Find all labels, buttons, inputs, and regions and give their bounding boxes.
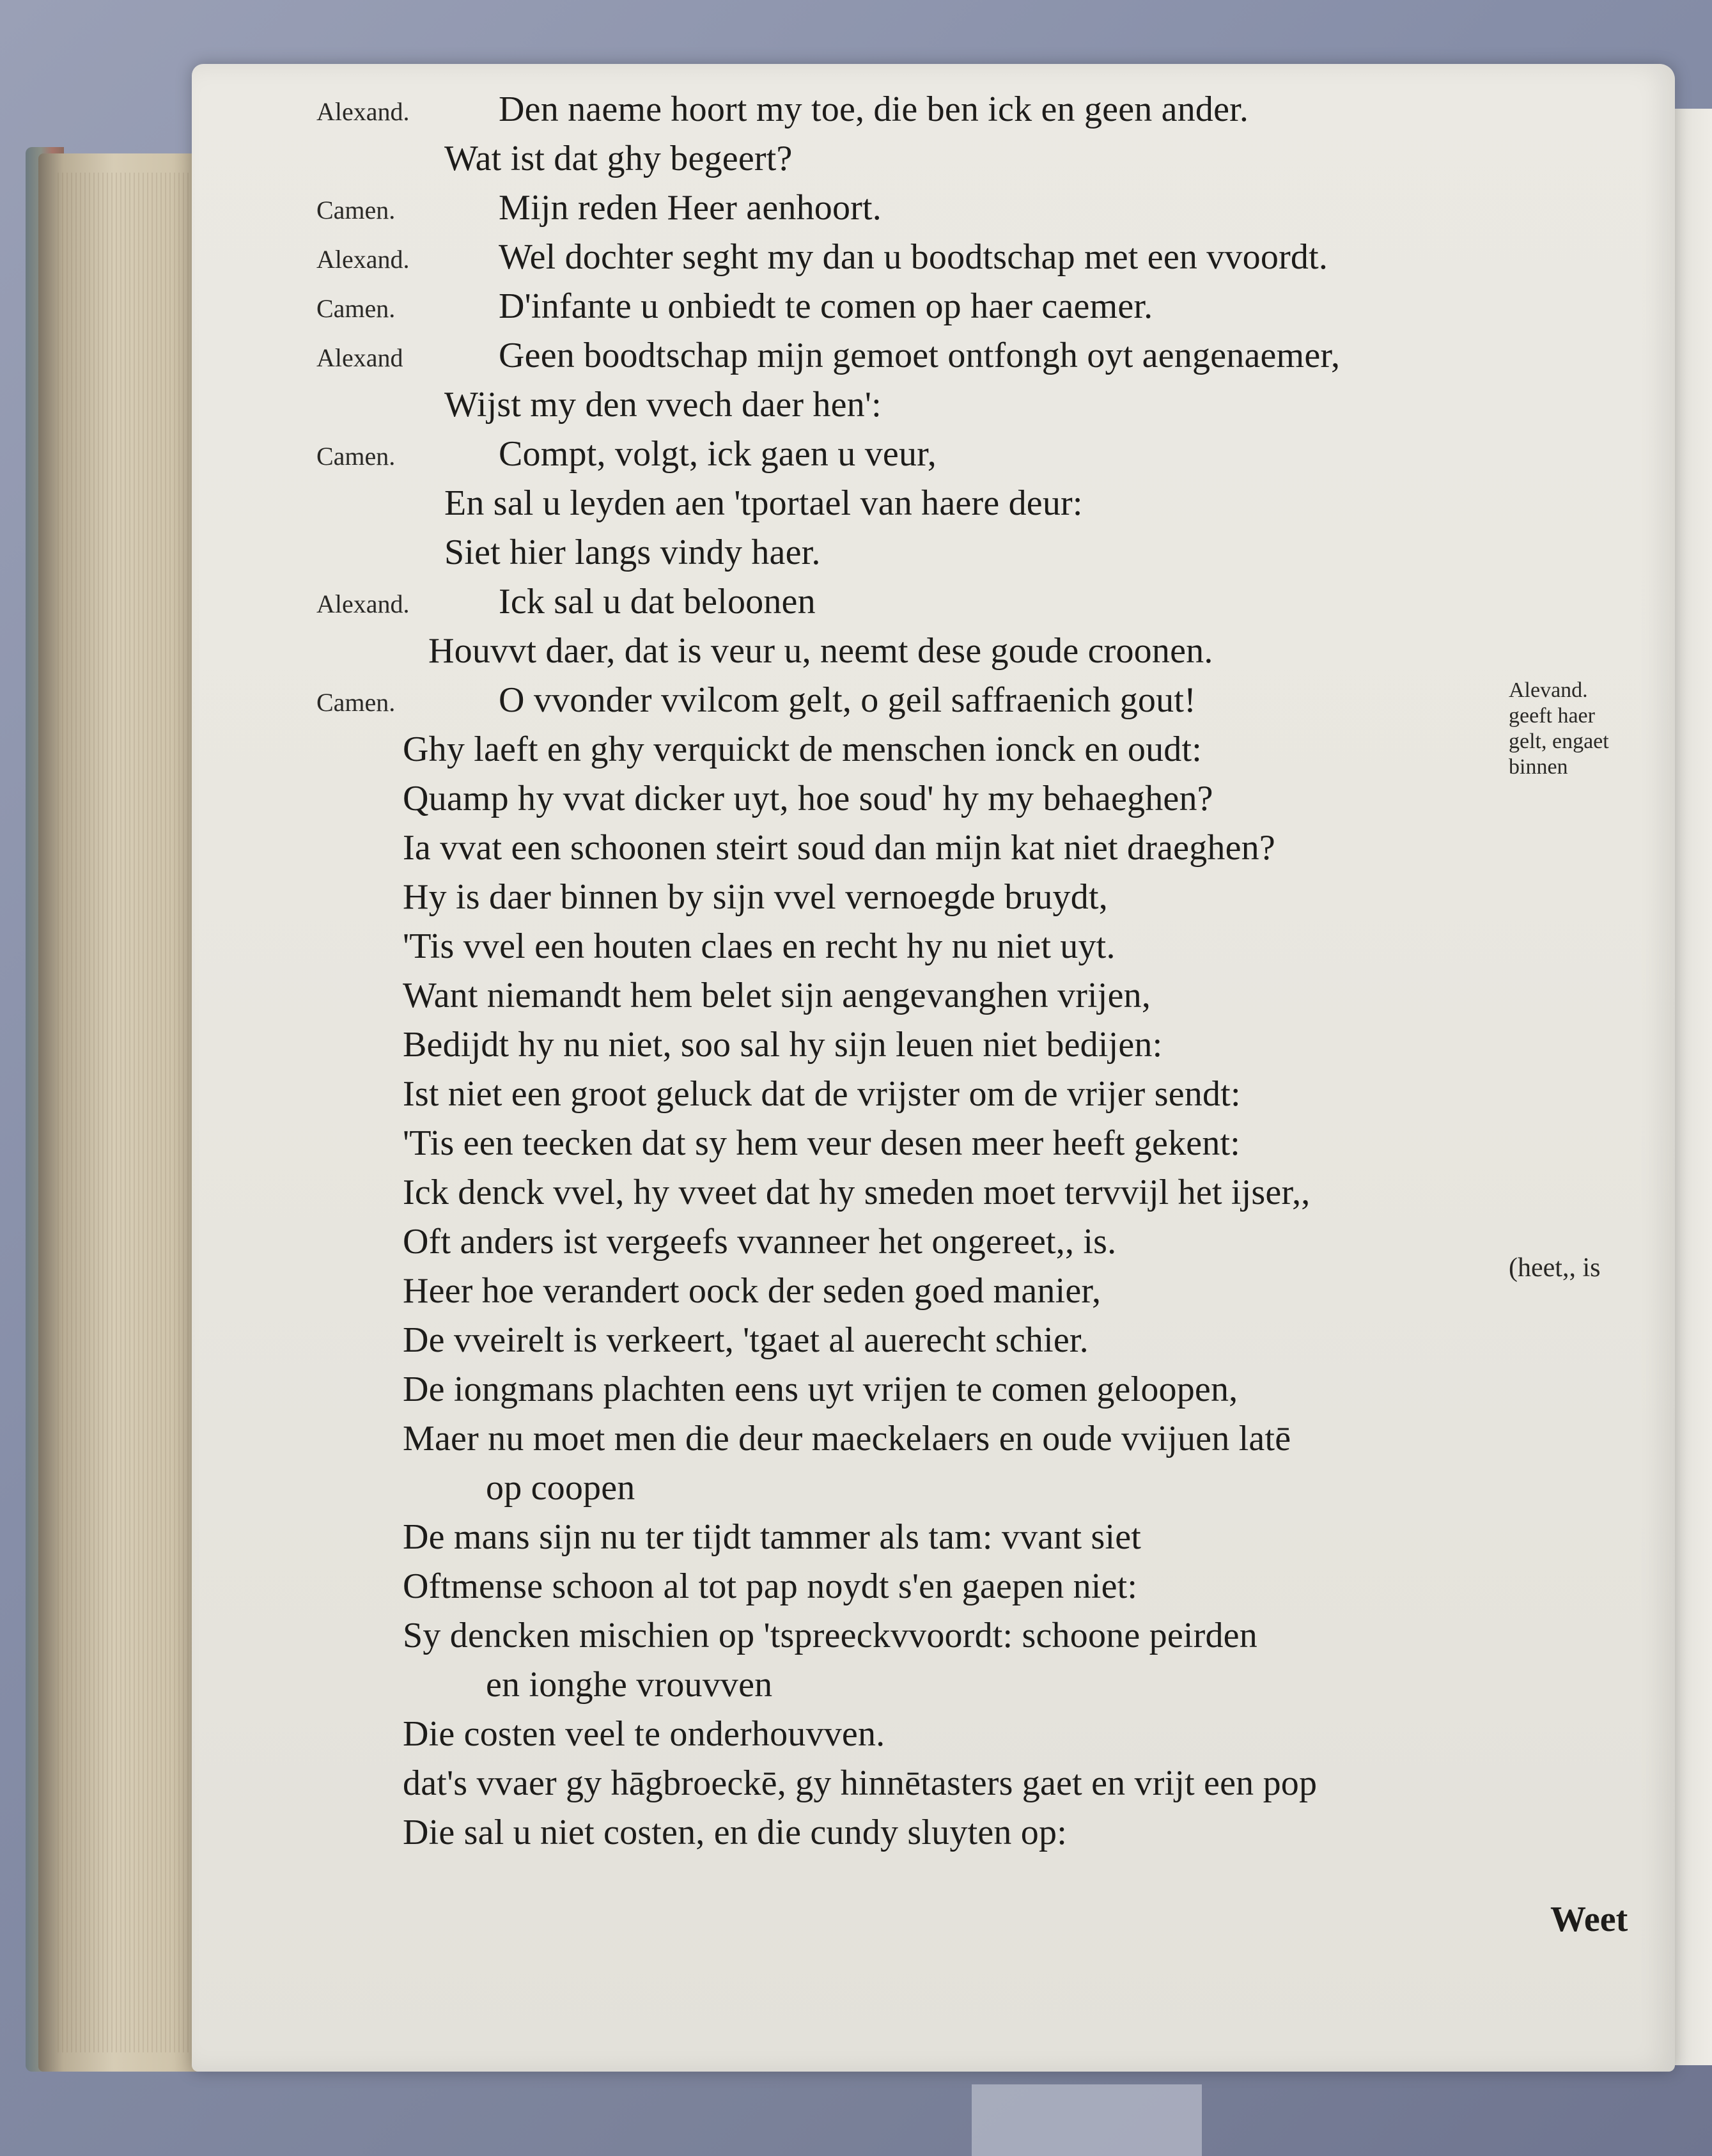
marginal-note-line: gelt, engaet <box>1509 730 1609 753</box>
speaker-label: Alexand. <box>316 590 410 618</box>
verse-line: Ia vvat een schoonen steirt soud dan mijn kat niet draeghen? <box>403 828 1275 868</box>
marginal-note-line: binnen <box>1509 755 1568 779</box>
turnover-text: (heet,, is <box>1509 1253 1601 1283</box>
speaker-label: Alexand <box>316 343 403 372</box>
verse-line: Want niemandt hem belet sijn aengevanghen vrijen, <box>403 976 1151 1015</box>
verse-line: Oft anders ist vergeefs vvanneer het ongereet,, is. <box>403 1222 1117 1262</box>
verse-line: Die sal u niet costen, en die cundy sluyten op: <box>403 1813 1067 1852</box>
marginal-note-line: Alevand. <box>1509 678 1588 702</box>
speaker-label: Camen. <box>316 294 396 323</box>
speaker-label: Alexand. <box>316 97 410 126</box>
verse-line: Heer hoe verandert oock der seden goed manier, <box>403 1271 1101 1311</box>
verse-line: Siet hier langs vindy haer. <box>444 533 821 572</box>
verse-line: Compt, volgt, ick gaen u veur, <box>499 434 937 474</box>
speaker-label: Camen. <box>316 196 396 224</box>
verse-line: Geen boodtschap mijn gemoet ontfongh oyt aengenaemer, <box>499 336 1341 375</box>
verse-line: Ick denck vvel, hy vveet dat hy smeden moet tervvijl het ijser,, <box>403 1173 1311 1212</box>
verse-line: Wel dochter seght my dan u boodtschap met een vvoordt. <box>499 237 1328 277</box>
verse-line: De vveirelt is verkeert, 'tgaet al auerecht schier. <box>403 1320 1089 1360</box>
verse-line: O vvonder vvilcom gelt, o geil saffraenich gout! <box>499 680 1196 720</box>
page-block-lines <box>58 173 192 2052</box>
verse-line: 'Tis vvel een houten claes en recht hy nu niet uyt. <box>403 926 1116 966</box>
verse-line: Sy dencken mischien op 'tspreeckvvoordt: schoone peirden <box>403 1616 1257 1655</box>
bottom-tab <box>972 2084 1202 2156</box>
verse-line: op coopen <box>486 1468 635 1508</box>
verse-line: Ick sal u dat beloonen <box>499 582 816 621</box>
verse-line: De mans sijn nu ter tijdt tammer als tam: vvant siet <box>403 1517 1142 1557</box>
verse-line: dat's vvaer gy hāgbroeckē, gy hinnētasters gaet en vrijt een pop <box>403 1763 1318 1803</box>
verse-line: Wijst my den vvech daer hen': <box>444 385 882 425</box>
verse-line: Ist niet een groot geluck dat de vrijster om de vrijer sendt: <box>403 1074 1241 1114</box>
verse-line: De iongmans plachten eens uyt vrijen te comen geloopen, <box>403 1370 1238 1409</box>
verse-line: Maer nu moet men die deur maeckelaers en oude vvijuen latē <box>403 1419 1291 1458</box>
verse-line: Den naeme hoort my toe, die ben ick en geen ander. <box>499 90 1249 129</box>
verse-line: En sal u leyden aen 'tportael van haere deur: <box>444 483 1083 523</box>
verse-line: Wat ist dat ghy begeert? <box>444 139 793 178</box>
marginal-note-line: geeft haer <box>1509 704 1595 728</box>
verse-line: Oftmense schoon al tot pap noydt s'en gaepen niet: <box>403 1566 1138 1606</box>
verse-line: Die costen veel te onderhouvven. <box>403 1714 885 1754</box>
verse-line: en ionghe vrouvven <box>486 1665 773 1705</box>
marginal-note <box>1509 678 1609 780</box>
verse-line: Mijn reden Heer aenhoort. <box>499 188 882 228</box>
verse-line: Hy is daer binnen by sijn vvel vernoegde bruydt, <box>403 877 1108 917</box>
speaker-label: Alexand. <box>316 245 410 274</box>
verse-line: Quamp hy vvat dicker uyt, hoe soud' hy my behaeghen? <box>403 779 1213 818</box>
verse-line: 'Tis een teecken dat sy hem veur desen meer heeft gekent: <box>403 1123 1241 1163</box>
verse-line: Bedijdt hy nu niet, soo sal hy sijn leuen niet bedijen: <box>403 1025 1163 1065</box>
speaker-label: Camen. <box>316 688 396 717</box>
verse-line: Houvvt daer, dat is veur u, neemt dese goude croonen. <box>428 631 1213 671</box>
catchword: Weet <box>1550 1900 1628 1939</box>
verse-line: D'infante u onbiedt te comen op haer caemer. <box>499 286 1153 326</box>
speaker-label: Camen. <box>316 442 396 471</box>
book-page <box>192 64 1675 2072</box>
verse-line: Ghy laeft en ghy verquickt de menschen ionck en oudt: <box>403 730 1202 769</box>
